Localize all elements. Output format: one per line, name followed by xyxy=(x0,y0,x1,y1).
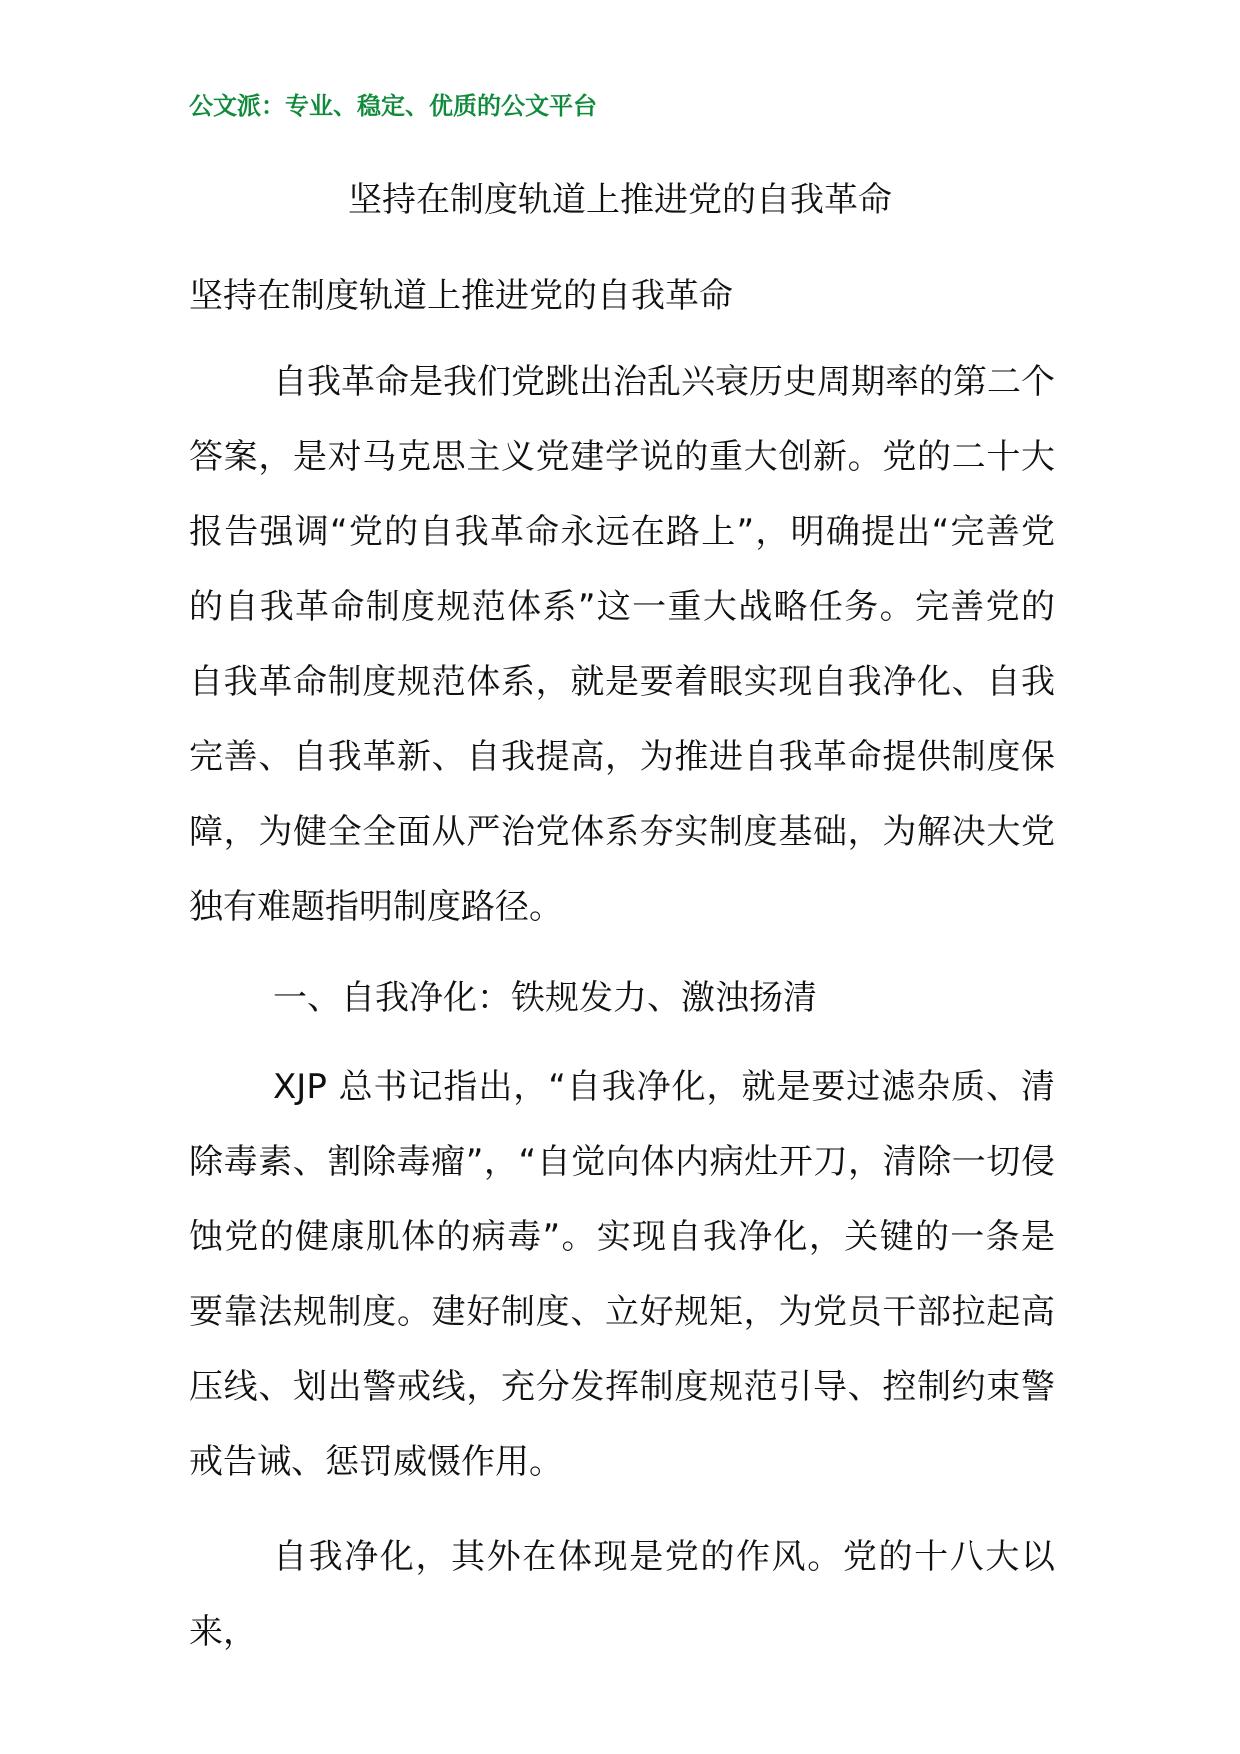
document-title: 坚持在制度轨道上推进党的自我革命 xyxy=(348,180,892,220)
document-subtitle: 坚持在制度轨道上推进党的自我革命 xyxy=(189,276,733,316)
section-heading: 一、自我净化：铁规发力、激浊扬清 xyxy=(273,978,817,1018)
paragraph-self-purification: XJP 总书记指出，“自我净化，就是要过滤杂质、清除毒素、割除毒瘤”，“自觉向体内病灶开刀，清除一切侵蚀党的健康肌体的病毒”。实现自我净化，关键的一条是要靠法规制度。建好制度、立好规矩，为党员干部拉起高压线、划出警戒线，充分发挥制度规范引导、控制约束警戒告诫、惩罚威慑作用。 xyxy=(189,1067,1055,1482)
paragraph-continued: 自我净化，其外在体现是党的作风。党的十八大以来， xyxy=(189,1537,1055,1652)
header-brand: 公文派：专业、稳定、优质的公文平台 xyxy=(189,92,597,120)
paragraph-intro: 自我革命是我们党跳出治乱兴衰历史周期率的第二个答案，是对马克思主义党建学说的重大创新。党的二十大报告强调“党的自我革命永远在路上”，明确提出“完善党的自我革命制度规范体系”这一重大战略任务。完善党的自我革命制度规范体系，就是要着眼实现自我净化、自我完善、自我革新、自我提高，为推进自我革命提供制度保障，为健全全面从严治党体系夯实制度基础，为解决大党独有难题指明制度路径。 xyxy=(189,362,1055,927)
